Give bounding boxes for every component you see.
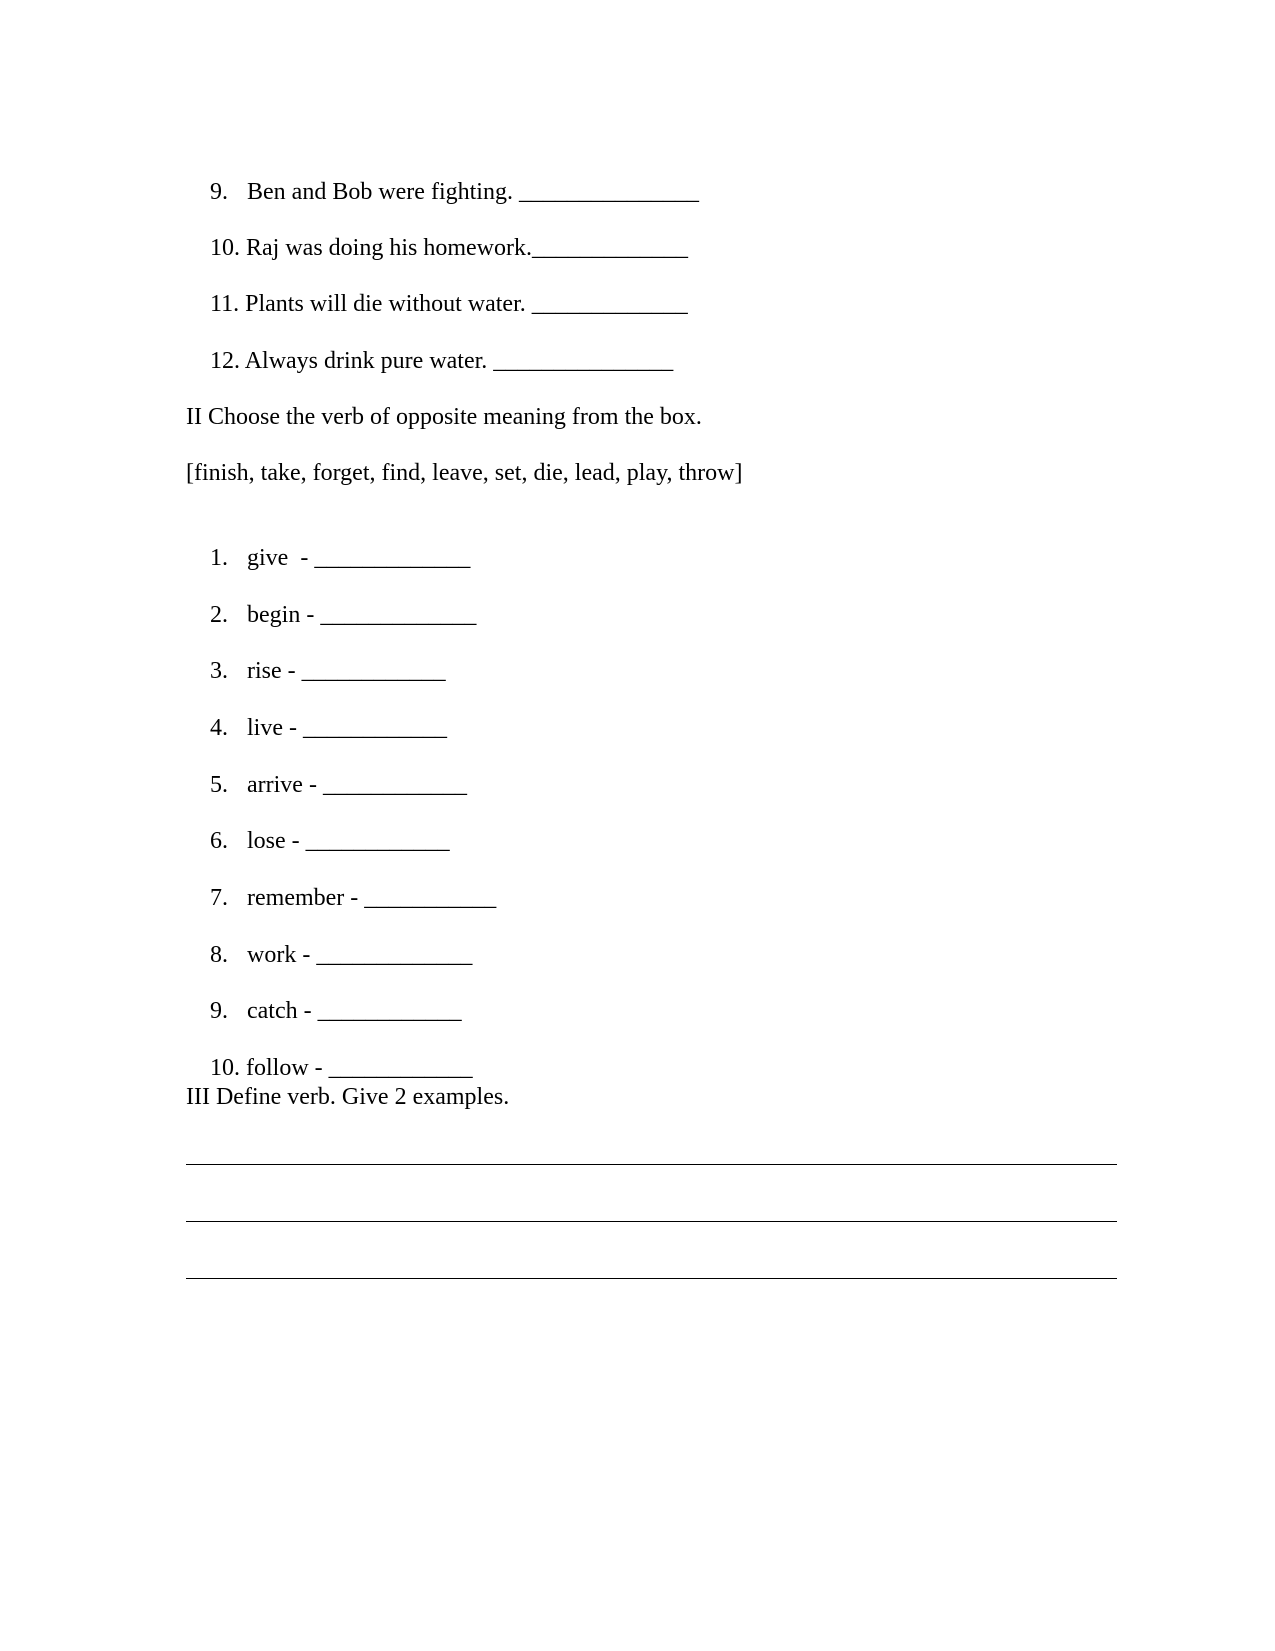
item-text: Ben and Bob were fighting. _______________ (247, 179, 699, 205)
item-text: Always drink pure water. _______________ (244, 348, 674, 374)
answer-line[interactable] (186, 1278, 1117, 1279)
item-number: 6. (210, 828, 228, 854)
item-text: arrive - ____________ (247, 772, 467, 798)
item-text: catch - ____________ (247, 998, 462, 1024)
item-number: 1. (210, 545, 228, 571)
item-text: Plants will die without water. _____________ (245, 291, 688, 317)
item-text: follow - ____________ (246, 1055, 473, 1081)
item-number: 9. (210, 998, 228, 1024)
item-text: lose - ____________ (247, 828, 450, 854)
item-text: give - _____________ (247, 545, 471, 571)
item-number: 4. (210, 715, 228, 741)
item-number: 8. (210, 942, 228, 968)
item-number: 12. (210, 348, 240, 374)
answer-line[interactable] (186, 1164, 1117, 1165)
question-item (186, 319, 673, 403)
word-box: [finish, take, forget, find, leave, set, die, lead, play, throw] (186, 460, 743, 486)
item-text: rise - ____________ (247, 658, 446, 684)
item-number: 11. (210, 291, 240, 317)
item-number: 10. (210, 235, 240, 261)
item-text: live - ____________ (247, 715, 447, 741)
item-text: begin - _____________ (247, 602, 477, 628)
item-text: Raj was doing his homework._____________ (246, 235, 688, 261)
item-text: work - _____________ (247, 942, 473, 968)
item-number: 9. (210, 179, 228, 205)
item-number: 10. (210, 1055, 240, 1081)
item-number: 5. (210, 772, 228, 798)
item-number: 3. (210, 658, 228, 684)
item-text: remember - ___________ (247, 885, 497, 911)
item-number: 7. (210, 885, 228, 911)
section-heading: II Choose the verb of opposite meaning from the box. (186, 404, 702, 430)
item-number: 2. (210, 602, 228, 628)
answer-line[interactable] (186, 1221, 1117, 1222)
section-heading: III Define verb. Give 2 examples. (186, 1084, 510, 1110)
